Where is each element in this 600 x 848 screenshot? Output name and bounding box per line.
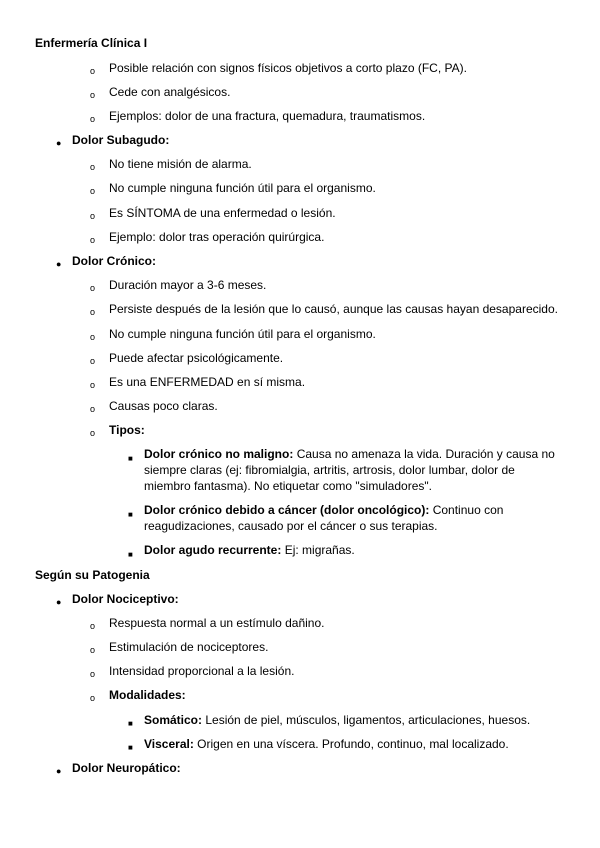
section-heading-neuropatico: Dolor Neuropático:: [72, 761, 181, 775]
list-item: Persiste después de la lesión que lo causó, aunque las causas hayan desaparecido.: [109, 302, 558, 316]
subheading-tipos: Tipos:: [109, 423, 145, 437]
term: Dolor crónico debido a cáncer (dolor oncológico):: [144, 503, 430, 517]
definition: Origen en una víscera. Profundo, continuo, mal localizado.: [197, 737, 509, 751]
term: Dolor agudo recurrente:: [144, 543, 282, 557]
circle-bullet-icon: o: [90, 307, 96, 317]
list-item: Puede afectar psicológicamente.: [109, 351, 284, 365]
square-bullet-icon: ■: [128, 510, 133, 519]
subheading-modalidades: Modalidades:: [109, 688, 186, 702]
circle-bullet-icon: o: [90, 428, 96, 438]
list-item: Posible relación con signos físicos objetivos a corto plazo (FC, PA).: [109, 61, 467, 75]
section-heading-subagudo: Dolor Subagudo:: [72, 133, 170, 147]
square-bullet-icon: ■: [128, 550, 133, 559]
circle-bullet-icon: o: [90, 669, 96, 679]
square-bullet-icon: ■: [128, 719, 133, 728]
list-item-modalidad: [144, 713, 530, 728]
list-item: Estimulación de nociceptores.: [109, 640, 269, 654]
list-item: Respuesta normal a un estímulo dañino.: [109, 616, 325, 630]
circle-bullet-icon: o: [90, 162, 96, 172]
circle-bullet-icon: o: [90, 404, 96, 414]
disc-bullet-icon: ●: [56, 766, 62, 776]
circle-bullet-icon: o: [90, 380, 96, 390]
list-item: No tiene misión de alarma.: [109, 157, 252, 171]
section-heading-nociceptivo: Dolor Nociceptivo:: [72, 592, 179, 606]
list-item: No cumple ninguna función útil para el organismo.: [109, 181, 376, 195]
square-bullet-icon: ■: [128, 743, 133, 752]
circle-bullet-icon: o: [90, 621, 96, 631]
circle-bullet-icon: o: [90, 90, 96, 100]
circle-bullet-icon: o: [90, 332, 96, 342]
list-item: Duración mayor a 3-6 meses.: [109, 278, 267, 292]
list-item: Es una ENFERMEDAD en sí misma.: [109, 375, 306, 389]
circle-bullet-icon: o: [90, 211, 96, 221]
square-bullet-icon: ■: [128, 454, 133, 463]
disc-bullet-icon: ●: [56, 138, 62, 148]
list-item-modalidad: [144, 737, 509, 752]
circle-bullet-icon: o: [90, 645, 96, 655]
list-item: Es SÍNTOMA de una enfermedad o lesión.: [109, 206, 336, 220]
circle-bullet-icon: o: [90, 66, 96, 76]
document-header: Enfermería Clínica I: [35, 36, 148, 50]
term: Visceral:: [144, 737, 194, 751]
term: Somático:: [144, 713, 203, 727]
circle-bullet-icon: o: [90, 693, 96, 703]
list-item-tipo: [144, 446, 564, 494]
list-item: Ejemplos: dolor de una fractura, quemadura, traumatismos.: [109, 109, 426, 123]
list-item: Intensidad proporcional a la lesión.: [109, 664, 295, 678]
list-item: Causas poco claras.: [109, 399, 218, 413]
definition: Lesión de piel, músculos, ligamentos, articulaciones, huesos.: [205, 713, 531, 727]
circle-bullet-icon: o: [90, 114, 96, 124]
list-item-tipo: [144, 542, 564, 558]
definition: Continuo con reagudizaciones, causado por el cáncer o sus terapias.: [144, 503, 504, 533]
section-heading-cronico: Dolor Crónico:: [72, 254, 156, 268]
definition: Ej: migrañas.: [284, 543, 355, 557]
list-item-tipo: [144, 502, 564, 534]
section-heading-patogenia: Según su Patogenia: [35, 568, 150, 582]
list-item: No cumple ninguna función útil para el organismo.: [109, 327, 376, 341]
circle-bullet-icon: o: [90, 356, 96, 366]
definition: Causa no amenaza la vida. Duración y causa no siempre claras (ej: fibromialgia, artritis, artrosis, dolor lumbar, dolor de miembro fantasma). No etiquetar como "simuladores".: [144, 447, 555, 493]
circle-bullet-icon: o: [90, 235, 96, 245]
disc-bullet-icon: ●: [56, 259, 62, 269]
circle-bullet-icon: o: [90, 283, 96, 293]
term: Dolor crónico no maligno:: [144, 447, 294, 461]
circle-bullet-icon: o: [90, 186, 96, 196]
list-item: Ejemplo: dolor tras operación quirúrgica.: [109, 230, 325, 244]
disc-bullet-icon: ●: [56, 597, 62, 607]
list-item: Cede con analgésicos.: [109, 85, 231, 99]
